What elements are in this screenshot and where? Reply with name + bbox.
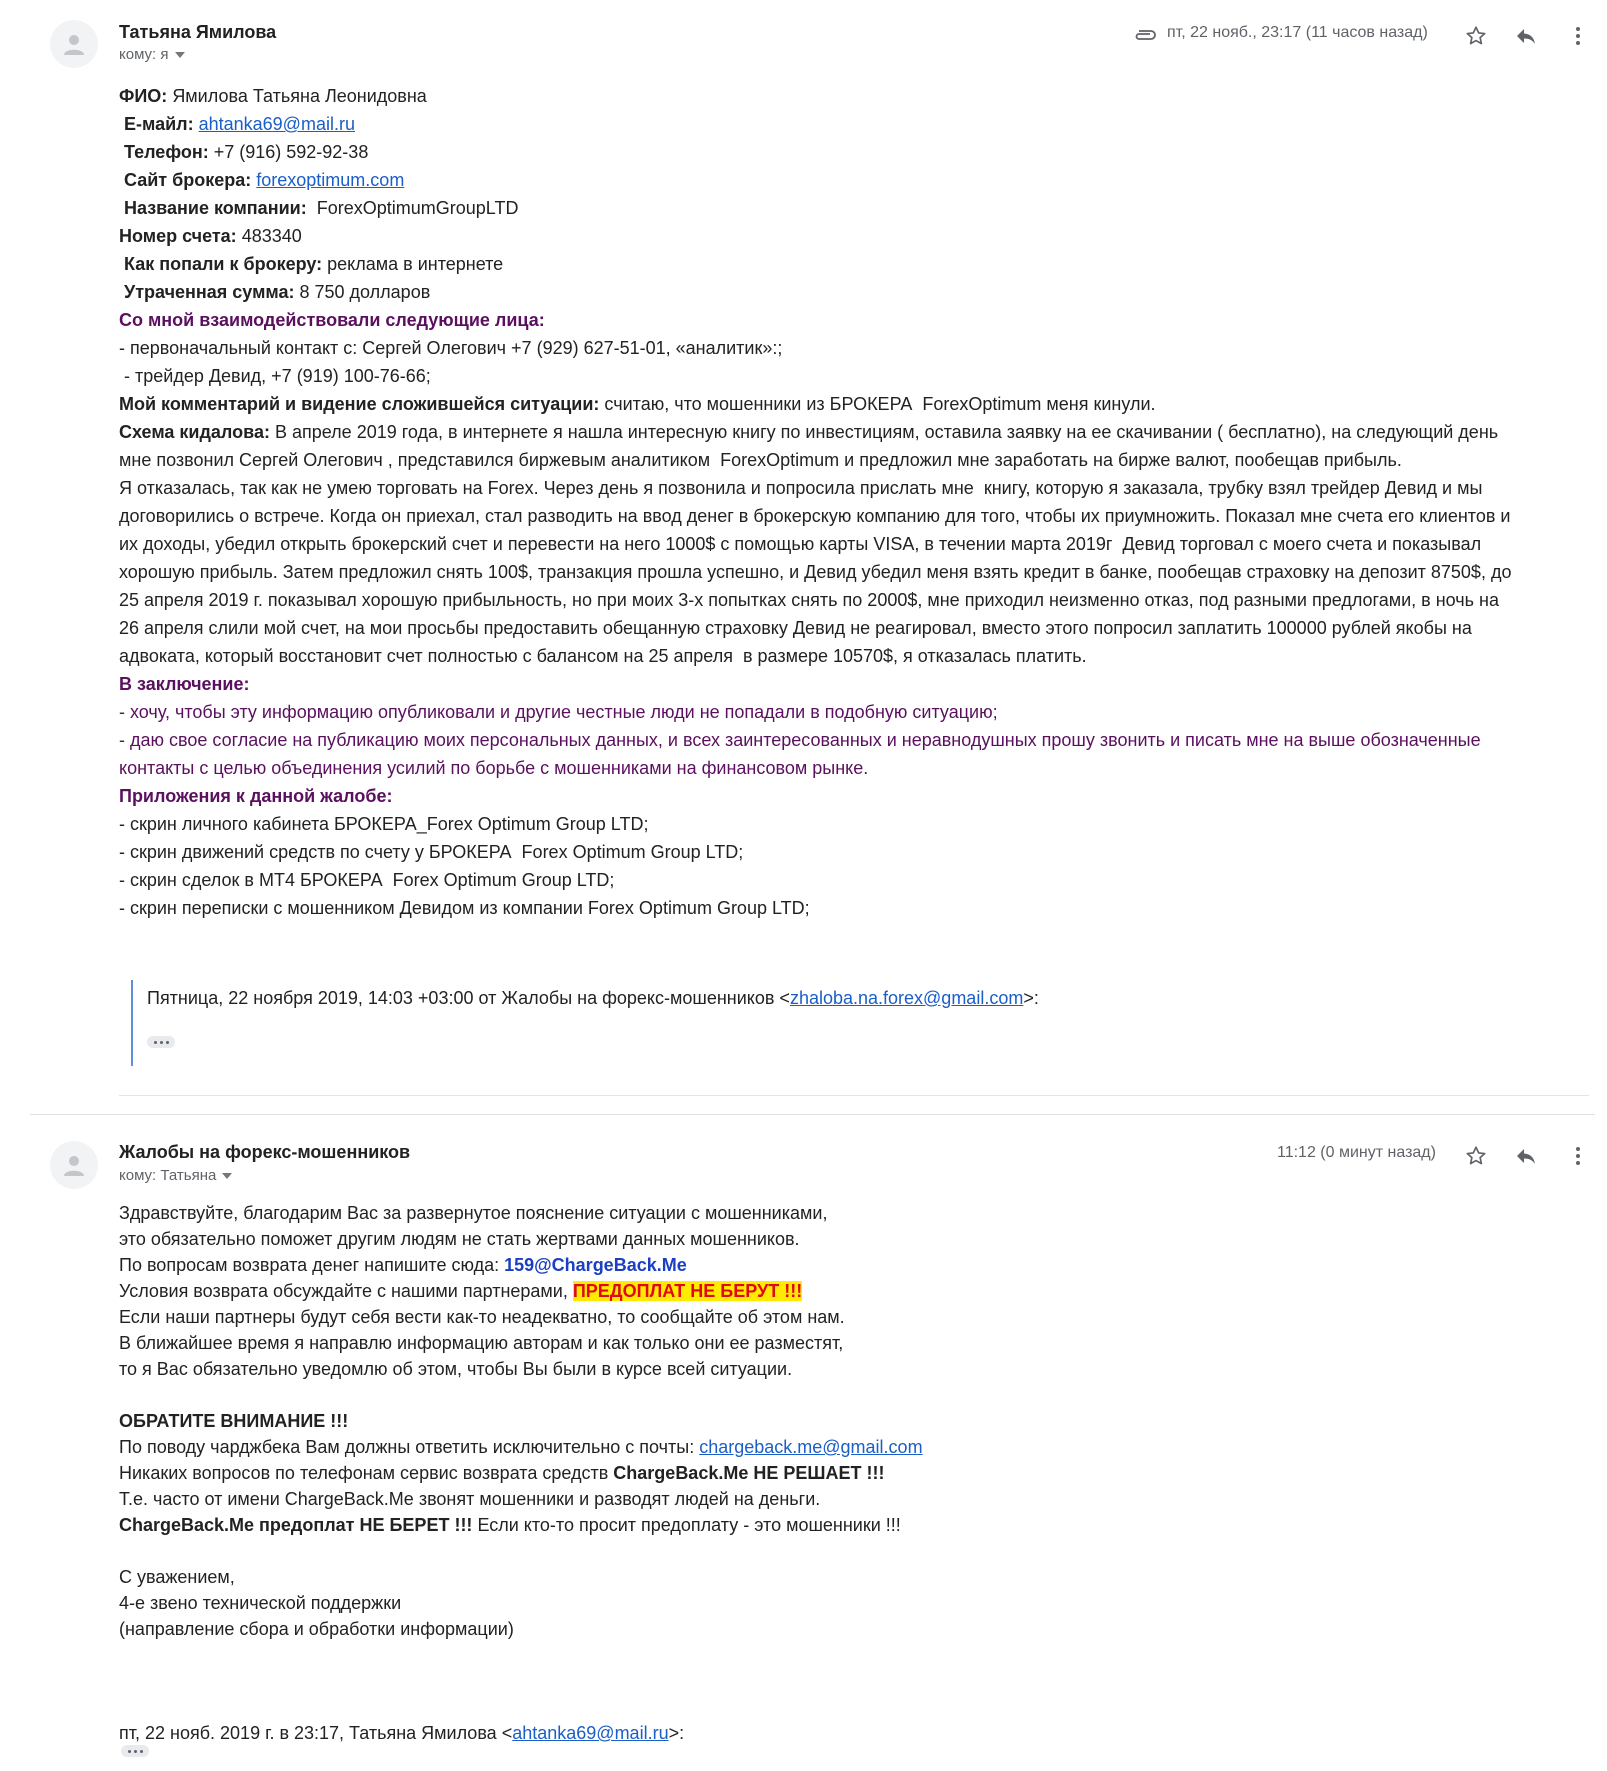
dot-icon <box>154 1041 157 1044</box>
message-divider <box>30 1114 1595 1115</box>
star-icon <box>1465 25 1487 47</box>
text-line: это обязательно поможет другим людям не стать жертвами данных мошенников. <box>119 1229 800 1249</box>
terms-prefix: Условия возврата обсуждайте с нашими партнерами, <box>119 1281 573 1301</box>
blank-line <box>119 1642 1579 1668</box>
star-button[interactable] <box>1462 22 1490 50</box>
to-label: кому: я <box>119 46 169 63</box>
field-value: ForexOptimumGroupLTD <box>316 198 519 218</box>
refund-prefix: По вопросам возврата денег напишите сюда: <box>119 1255 505 1275</box>
email-link[interactable]: ahtanka69@mail.ru <box>198 114 355 134</box>
scam-line: Т.е. часто от имени ChargeBack.Me звонят мошенники и разводят людей на деньги. <box>119 1489 821 1509</box>
chargeback-email-link[interactable]: chargeback.me@gmail.com <box>699 1437 923 1457</box>
field-value: реклама в интернете <box>327 254 504 274</box>
quote-suffix: >: <box>1023 988 1039 1008</box>
dot-icon <box>134 1750 137 1753</box>
more-vert-icon <box>1575 25 1581 47</box>
more-vert-icon <box>1575 1145 1581 1167</box>
recipients-toggle[interactable] <box>119 46 185 63</box>
more-options-button[interactable] <box>1564 22 1592 50</box>
star-button[interactable] <box>1462 1142 1490 1170</box>
show-trimmed-button[interactable] <box>147 1036 175 1048</box>
message-date[interactable]: 11:12 (0 минут назад) <box>1277 1144 1436 1161</box>
quote-email-link[interactable]: zhaloba.na.forex@gmail.com <box>789 988 1024 1008</box>
scheme-line <box>119 418 1579 446</box>
avatar[interactable] <box>50 1141 98 1189</box>
scheme-line: договорились о встрече. Когда он приехал, стал разводить на ввод денег в брокерскую компанию для того, чтобы их приумножить. Показал мне счета его клиентов и <box>119 506 1511 526</box>
message-body <box>119 82 1579 922</box>
quote-text <box>147 988 1039 1009</box>
field-label: E-майл: <box>124 114 194 134</box>
field-account <box>119 222 1579 250</box>
field-label: ФИО: <box>119 86 168 106</box>
attachment-item: - скрин сделок в МТ4 БРОКЕРА Forex Optimum Group LTD; <box>119 870 615 890</box>
blank-line <box>119 1538 1579 1564</box>
phone-line <box>119 1460 1579 1486</box>
no-prepay-highlight: ПРЕДОПЛАТ НЕ БЕРУТ !!! <box>572 1281 803 1301</box>
reply-icon <box>1514 1145 1538 1167</box>
star-icon <box>1465 1145 1487 1167</box>
avatar[interactable] <box>50 20 98 68</box>
quote-header-line <box>119 1720 1579 1746</box>
conclusion-line: контакты с целью объединения усилий по борьбе с мошенниками на финансовом рынке. <box>119 758 869 778</box>
conclusion-line: - даю свое согласие на публикацию моих персональных данных, и всех заинтересованных и неравнодушных прошу звонить и писать мне на выше обозначенные <box>119 730 1481 750</box>
scheme-line: мне позвонил Сергей Олегович , представился биржевым аналитиком ForexOptimum и предложил мне заработать на бирже валют, пообещав прибыль. <box>119 450 1402 470</box>
attachment-item: - скрин движений средств по счету у БРОКЕРА Forex Optimum Group LTD; <box>119 842 744 862</box>
dot-icon <box>160 1041 163 1044</box>
sender-name[interactable]: Жалобы на форекс-мошенников <box>119 1142 411 1162</box>
field-label: Как попали к брокеру: <box>124 254 323 274</box>
reply-button[interactable] <box>1512 1142 1540 1170</box>
signature-line: 4-е звено технической поддержки <box>119 1593 402 1613</box>
quoted-header <box>131 980 1433 1066</box>
field-value: 8 750 долларов <box>299 282 431 302</box>
text-line: то я Вас обязательно уведомлю об этом, чтобы Вы были в курсе всей ситуации. <box>119 1359 793 1379</box>
field-company <box>119 194 1579 222</box>
field-label: Телефон: <box>124 142 209 162</box>
field-how <box>119 250 1579 278</box>
scheme-line: 26 апреля слили мой счет, на мои просьбы предоставить обещанную страховку Девид не реагировал, вместо этого попросил заплатить 100000 рублей якобы на <box>119 618 1472 638</box>
person-icon <box>60 1151 88 1179</box>
scheme-line: 25 апреля 2019 г. показывал хорошую прибыльность, но при моих 3-х попытках снять по 2000$, мне приходил неизменно отказ, под разными предлогами, в ночь на <box>119 590 1499 610</box>
dot-icon <box>166 1041 169 1044</box>
to-label: кому: Татьяна <box>119 1167 217 1184</box>
field-phone <box>119 138 1579 166</box>
field-label: Сайт брокера: <box>124 170 252 190</box>
refund-email[interactable]: 159@ChargeBack.Me <box>504 1255 687 1275</box>
message-end-divider <box>119 1095 1589 1096</box>
scheme-line: Я отказалась, так как не умею торговать на Forex. Через день я позвонила и попросила прислать мне книгу, которую я заказала, трубку взял трейдер Девид и мы <box>119 478 1483 498</box>
message-body <box>119 1200 1579 1746</box>
scheme-line: их доходы, убедил открыть брокерский счет и перевести на него 1000$ с помощью карты VISA, в течении марта 2019г Девид торговал с моего счета и показывал <box>119 534 1482 554</box>
prepay-rest: Если кто-то просит предоплату - это мошенники !!! <box>472 1515 901 1535</box>
phone-prefix: Никаких вопросов по телефонам сервис возврата средств <box>119 1463 614 1483</box>
person-line: - первоначальный контакт с: Сергей Олегович +7 (929) 627-51-01, «аналитик»:; <box>119 338 783 358</box>
attachment-item: - скрин переписки с мошенником Девидом из компании Forex Optimum Group LTD; <box>119 898 810 918</box>
attachment-item: - скрин личного кабинета БРОКЕРА_Forex Optimum Group LTD; <box>119 814 649 834</box>
scheme-line: адвоката, который восстановит счет полностью с балансом на 25 апреля в размере 10570$, я отказалась платить. <box>119 646 1087 666</box>
reply-icon <box>1514 25 1538 47</box>
comment-label: Мой комментарий и видение сложившейся ситуации: <box>119 394 600 414</box>
terms-line <box>119 1278 1579 1304</box>
signature-line: (направление сбора и обработки информации) <box>119 1619 514 1639</box>
recipients-toggle[interactable] <box>119 1167 232 1184</box>
quote-suffix: >: <box>668 1723 685 1743</box>
quote-prefix: Пятница, 22 ноября 2019, 14:03 +03:00 от Жалобы на форекс-мошенников < <box>147 988 790 1008</box>
chevron-down-icon <box>175 52 185 58</box>
persons-heading: Со мной взаимодействовали следующие лица: <box>119 310 545 330</box>
comment-line <box>119 390 1579 418</box>
field-value: +7 (916) 592-92-38 <box>213 142 369 162</box>
dot-icon <box>128 1750 131 1753</box>
person-line: - трейдер Девид, +7 (919) 100-76-66; <box>119 366 431 386</box>
quote-prefix: пт, 22 нояб. 2019 г. в 23:17, Татьяна Ямилова < <box>119 1723 513 1743</box>
chevron-down-icon <box>222 1173 232 1179</box>
field-label: Название компании: <box>124 198 307 218</box>
signature-line: С уважением, <box>119 1567 235 1587</box>
blank-line <box>119 1382 1579 1408</box>
phone-bold: ChargeBack.Me НЕ РЕШАЕТ !!! <box>613 1463 885 1483</box>
field-value: Ямилова Татьяна Леонидовна <box>172 86 427 106</box>
text-line: Если наши партнеры будут себя вести как-то неадекватно, то сообщайте об этом нам. <box>119 1307 845 1327</box>
quote-email-link[interactable]: ahtanka69@mail.ru <box>512 1723 669 1743</box>
scheme-line: хорошую прибыль. Затем предложил снять 100$, транзакция прошла успешно, и Девид убедил меня взять кредит в банке, пообещав страховку на депозит 8750$, до <box>119 562 1512 582</box>
attention-heading: ОБРАТИТЕ ВНИМАНИЕ !!! <box>119 1411 349 1431</box>
scheme-label: Схема кидалова: <box>119 422 270 442</box>
chargeback-prefix: По поводу чарджбека Вам должны ответить исключительно с почты: <box>119 1437 700 1457</box>
conclusion-heading: В заключение: <box>119 674 250 694</box>
text-line: Здравствуйте, благодарим Вас за развернутое пояснение ситуации с мошенниками, <box>119 1203 828 1223</box>
conclusion-line: - хочу, чтобы эту информацию опубликовали и другие честные люди не попадали в подобную ситуацию; <box>119 702 998 722</box>
blank-line <box>119 1668 1579 1694</box>
field-email <box>119 110 1579 138</box>
field-fio <box>119 82 1579 110</box>
message-date[interactable]: пт, 22 нояб., 23:17 (11 часов назад) <box>1167 24 1428 41</box>
sender-name[interactable]: Татьяна Ямилова <box>119 22 277 42</box>
field-label: Номер счета: <box>119 226 237 246</box>
scheme-text: В апреле 2019 года, в интернете я нашла интересную книгу по инвестициям, оставила заявку на ее скачивании ( бесплатно), на следующий день <box>274 422 1499 442</box>
attachments-heading: Приложения к данной жалобе: <box>119 786 393 806</box>
field-site <box>119 166 1579 194</box>
comment-value: считаю, что мошенники из БРОКЕРА ForexOptimum меня кинули. <box>604 394 1156 414</box>
dot-icon <box>140 1750 143 1753</box>
attachment-icon <box>1133 28 1157 42</box>
prepay-bold: ChargeBack.Me предоплат НЕ БЕРЕТ !!! <box>119 1515 473 1535</box>
refund-line <box>119 1252 1579 1278</box>
show-trimmed-button[interactable] <box>121 1745 149 1757</box>
text-line: В ближайшее время я направлю информацию авторам и как только они ее разместят, <box>119 1333 844 1353</box>
reply-button[interactable] <box>1512 22 1540 50</box>
blank-line <box>119 1694 1579 1720</box>
more-options-button[interactable] <box>1564 1142 1592 1170</box>
field-label: Утраченная сумма: <box>124 282 295 302</box>
field-lost <box>119 278 1579 306</box>
site-link[interactable]: forexoptimum.com <box>256 170 405 190</box>
person-icon <box>60 30 88 58</box>
field-value: 483340 <box>241 226 302 246</box>
prepay-line <box>119 1512 1579 1538</box>
chargeback-line <box>119 1434 1579 1460</box>
